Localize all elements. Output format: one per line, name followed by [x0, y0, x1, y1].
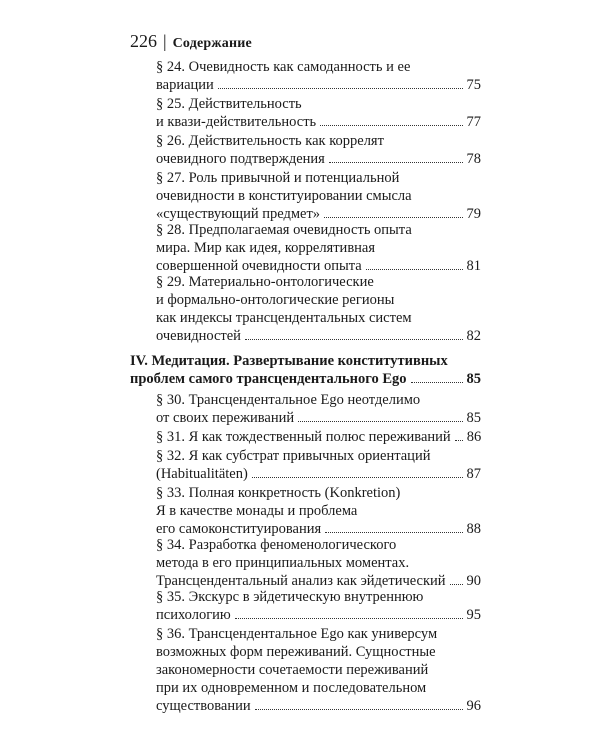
- entry-title-line: психологию: [156, 607, 231, 623]
- entry-title-line: § 24. Очевидность как самоданность и ее: [156, 59, 411, 75]
- entry-title-line: § 31. Я как тождественный полюс переживаний: [156, 429, 451, 445]
- toc-entry[interactable]: [156, 221, 481, 275]
- entry-page-number: 78: [466, 151, 481, 167]
- entry-page-number: 79: [466, 206, 481, 222]
- toc-entry[interactable]: [156, 273, 481, 345]
- entry-title-line: очевидности в конституировании смысла: [156, 188, 412, 204]
- entry-last-line: [156, 428, 481, 446]
- toc-entry[interactable]: [156, 95, 481, 131]
- entry-page-number: 81: [466, 258, 481, 274]
- dot-leader: [366, 269, 463, 270]
- entry-page-number: 85: [466, 371, 481, 387]
- entry-last-line: [156, 76, 481, 94]
- entry-last-line: [156, 150, 481, 168]
- toc-entry[interactable]: [156, 428, 481, 446]
- dot-leader: [455, 440, 463, 441]
- entry-page-number: 90: [466, 573, 481, 589]
- entry-page-number: 82: [466, 328, 481, 344]
- toc-entry[interactable]: [156, 588, 481, 624]
- entry-last-line: [130, 370, 481, 388]
- entry-title-line: § 35. Экскурс в эйдетическую внутреннюю: [156, 589, 424, 605]
- dot-leader: [218, 88, 463, 89]
- entry-title-line: § 36. Трансцендентальное Ego как универсум: [156, 626, 438, 642]
- toc-entry[interactable]: [156, 484, 481, 538]
- entry-title-line: и квази-действительность: [156, 114, 317, 130]
- toc-chapter-heading[interactable]: [130, 352, 481, 388]
- dot-leader: [235, 618, 463, 619]
- entry-page-number: 77: [466, 114, 481, 130]
- entry-title-line: «существующий предмет»: [156, 206, 321, 222]
- entry-title-line: его самоконституирования: [156, 521, 322, 537]
- toc-entry[interactable]: [156, 132, 481, 168]
- entry-page-number: 86: [466, 429, 482, 445]
- entry-title-line: вариации: [156, 77, 214, 93]
- entry-title-line: § 26. Действительность как коррелят: [156, 133, 384, 149]
- toc-entry[interactable]: [156, 58, 481, 94]
- entry-title-line: Я в качестве монады и проблема: [156, 503, 358, 519]
- toc-entry[interactable]: [156, 391, 481, 427]
- entry-title-line: существовании: [156, 698, 251, 714]
- entry-page-number: 87: [466, 466, 481, 482]
- dot-leader: [450, 584, 463, 585]
- entry-page-number: 96: [466, 698, 481, 714]
- toc-entry[interactable]: [156, 625, 481, 715]
- dot-leader: [320, 125, 462, 126]
- entry-last-line: [156, 697, 481, 715]
- entry-last-line: [156, 606, 481, 624]
- dot-leader: [411, 382, 463, 383]
- entry-title-line: совершенной очевидности опыта: [156, 258, 362, 274]
- entry-title-line: мира. Мир как идея, коррелятивная: [156, 240, 376, 256]
- entry-title-line: § 29. Материально-онтологические: [156, 274, 374, 290]
- entry-page-number: 75: [466, 77, 481, 93]
- dot-leader: [245, 339, 463, 340]
- dot-leader: [324, 217, 462, 218]
- dot-leader: [252, 477, 463, 478]
- entry-page-number: 85: [466, 410, 481, 426]
- entry-title-line: проблем самого трансцендентального Ego: [130, 371, 407, 387]
- entry-title-line: возможных форм переживаний. Сущностные: [156, 644, 436, 660]
- running-head: [130, 30, 252, 55]
- entry-last-line: [156, 409, 481, 427]
- entry-title-line: при их одновременном и последовательном: [156, 680, 427, 696]
- entry-title-line: § 30. Трансцендентальное Ego неотделимо: [156, 392, 421, 408]
- entry-title-line: очевидностей: [156, 328, 241, 344]
- toc-entry[interactable]: [156, 169, 481, 223]
- entry-last-line: [156, 327, 481, 345]
- dot-leader: [325, 532, 462, 533]
- entry-last-line: [156, 113, 481, 131]
- entry-title-line: § 32. Я как субстрат привычных ориентаций: [156, 448, 431, 464]
- entry-title-line: очевидного подтверждения: [156, 151, 325, 167]
- entry-title-line: IV. Медитация. Развертывание конститутивных: [130, 353, 448, 369]
- toc-entry[interactable]: [156, 536, 481, 590]
- section-title: Содержание: [172, 36, 252, 51]
- entry-title-line: от своих переживаний: [156, 410, 295, 426]
- entry-page-number: 95: [466, 607, 481, 623]
- entry-last-line: [156, 465, 481, 483]
- entry-title-line: § 34. Разработка феноменологического: [156, 537, 397, 553]
- header-separator: |: [163, 31, 167, 51]
- dot-leader: [298, 421, 462, 422]
- entry-title-line: § 28. Предполагаемая очевидность опыта: [156, 222, 412, 238]
- page-number: 226: [130, 31, 157, 51]
- entry-title-line: и формально-онтологические регионы: [156, 292, 395, 308]
- entry-title-line: § 33. Полная конкретность (Konkretion): [156, 485, 401, 501]
- entry-title-line: как индексы трансцендентальных систем: [156, 310, 412, 326]
- entry-title-line: закономерности сочетаемости переживаний: [156, 662, 429, 678]
- entry-title-line: Трансцендентальный анализ как эйдетический: [156, 573, 446, 589]
- toc-entry[interactable]: [156, 447, 481, 483]
- entry-page-number: 88: [466, 521, 481, 537]
- entry-title-line: метода в его принципиальных моментах.: [156, 555, 410, 571]
- entry-title-line: § 25. Действительность: [156, 96, 302, 112]
- entry-title-line: (Habitualitäten): [156, 466, 248, 482]
- entry-title-line: § 27. Роль привычной и потенциальной: [156, 170, 400, 186]
- dot-leader: [329, 162, 463, 163]
- dot-leader: [255, 709, 463, 710]
